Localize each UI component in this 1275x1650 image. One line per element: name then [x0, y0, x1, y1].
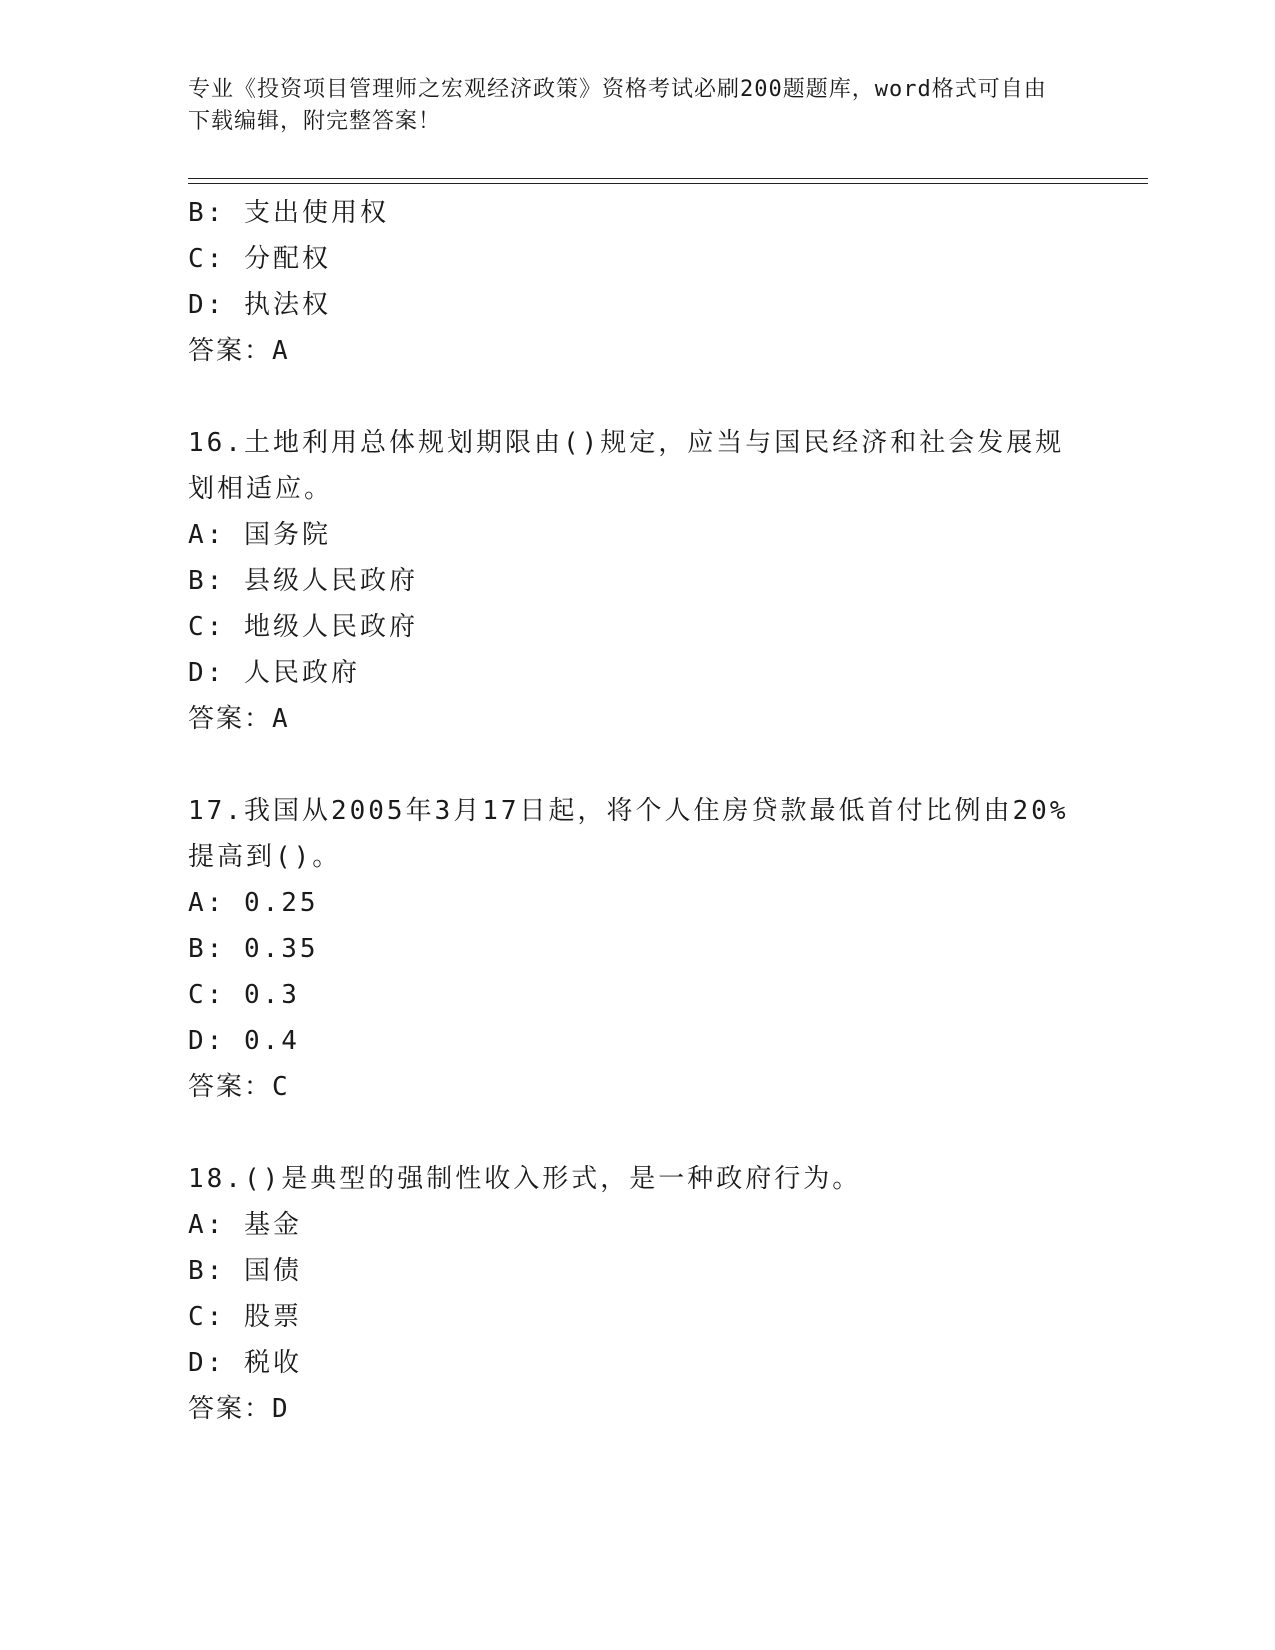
question-stem: 16.土地利用总体规划期限由()规定，应当与国民经济和社会发展规划相适应。 — [188, 428, 1065, 504]
option-d: D: 执法权 — [188, 290, 331, 320]
option-c: C: 股票 — [188, 1302, 302, 1332]
question-stem: 18.()是典型的强制性收入形式，是一种政府行为。 — [188, 1164, 862, 1194]
document-header — [188, 74, 1068, 138]
answer-line — [188, 328, 1088, 374]
option-b: B: 0.35 — [188, 934, 319, 964]
answer-value: A — [272, 704, 290, 734]
option-c: C: 0.3 — [188, 980, 300, 1010]
question-17 — [188, 788, 1088, 1110]
answer-label: 答案： — [188, 1072, 273, 1102]
option-a: A: 基金 — [188, 1210, 302, 1240]
header-title: 专业《投资项目管理师之宏观经济政策》资格考试必刷200题题库，word格式可自由下载编辑，附完整答案！ — [188, 77, 1047, 134]
option-d: D: 0.4 — [188, 1026, 300, 1056]
question-stem: 17.我国从2005年3月17日起，将个人住房贷款最低首付比例由20%提高到()。 — [188, 796, 1069, 872]
spacer — [188, 374, 1088, 420]
header-divider-bottom — [188, 183, 1148, 184]
option-c: C: 地级人民政府 — [188, 612, 418, 642]
question-list — [188, 190, 1088, 1432]
option-b: B: 国债 — [188, 1256, 302, 1286]
option-a: A: 国务院 — [188, 520, 331, 550]
question-16 — [188, 420, 1088, 742]
option-c: C: 分配权 — [188, 244, 331, 274]
answer-value: C — [272, 1072, 290, 1102]
answer-line — [188, 1064, 1088, 1110]
answer-line — [188, 1386, 1088, 1432]
answer-value: D — [272, 1394, 290, 1424]
option-d: D: 人民政府 — [188, 658, 360, 688]
answer-label: 答案： — [188, 336, 273, 366]
question-18 — [188, 1156, 1088, 1432]
spacer — [188, 742, 1088, 788]
answer-value: A — [272, 336, 290, 366]
spacer — [188, 1110, 1088, 1156]
option-b: B: 支出使用权 — [188, 198, 389, 228]
answer-line — [188, 696, 1088, 742]
option-d: D: 税收 — [188, 1348, 302, 1378]
header-divider-top — [188, 178, 1148, 179]
answer-label: 答案： — [188, 704, 273, 734]
answer-label: 答案： — [188, 1394, 273, 1424]
option-b: B: 县级人民政府 — [188, 566, 418, 596]
option-a: A: 0.25 — [188, 888, 319, 918]
carryover-question — [188, 190, 1088, 374]
